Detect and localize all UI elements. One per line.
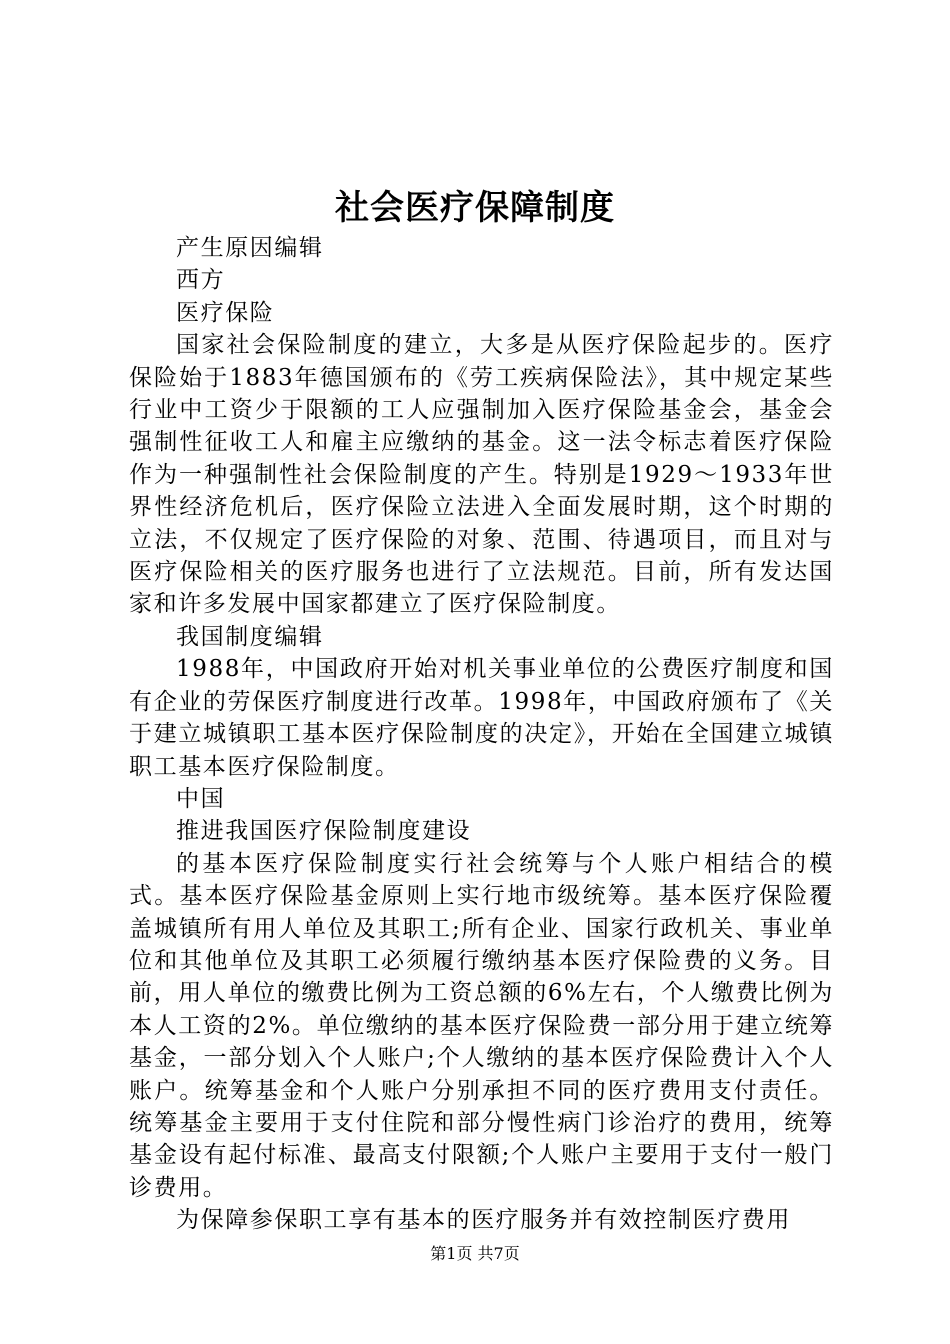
heading-west: 西方 xyxy=(176,267,226,294)
paragraph-basic-insurance: 的基本医疗保险制度实行社会统筹与个人账户相结合的模式。基本医疗保险基金原则上实行地市级统筹。基本医疗保险覆盖城镇所有用人单位及其职工;所有企业、国家行政机关、事业单位和其他单位及其职工必须履行缴纳基本医疗保险费的义务。目前，用人单位的缴费比例为工资总额的6%左右，个人缴费比例为本人工资的2%。单位缴纳的基本医疗保险费一部分用于建立统筹基金，一部分划入个人账户;个人缴纳的基本医疗保险费计入个人账户。统筹基金和个人账户分别承担不同的医疗费用支付责任。统筹基金主要用于支付住院和部分慢性病门诊治疗的费用，统筹基金设有起付标准、最高支付限额;个人账户主要用于支付一般门诊费用。 xyxy=(129,850,834,1201)
paragraph-continuation: 为保障参保职工享有基本的医疗服务并有效控制医疗费用 xyxy=(176,1207,791,1234)
paragraph-history: 国家社会保险制度的建立，大多是从医疗保险起步的。医疗保险始于1883年德国颁布的《劳工疾病保险法》，其中规定某些行业中工资少于限额的工人应强制加入医疗保险基金会，基金会强制性征收工人和雇主应缴纳的基金。这一法令标志着医疗保险作为一种强制性社会保险制度的产生。特别是1929～1933年世界性经济危机后，医疗保险立法进入全面发展时期，这个时期的立法，不仅规定了医疗保险的对象、范围、待遇项目，而且对与医疗保险相关的医疗服务也进行了立法规范。目前，所有发达国家和许多发展中国家都建立了医疗保险制度。 xyxy=(129,332,834,618)
heading-medical-insurance: 医疗保险 xyxy=(176,299,275,326)
heading-china: 中国 xyxy=(176,785,226,812)
paragraph-reform: 1988年，中国政府开始对机关事业单位的公费医疗制度和国有企业的劳保医疗制度进行改革。1998年，中国政府颁布了《关于建立城镇职工基本医疗保险制度的决定》，开始在全国建立城镇职工基本医疗保险制度。 xyxy=(129,656,834,780)
document-body xyxy=(129,232,834,1237)
heading-origin: 产生原因编辑 xyxy=(176,235,324,261)
document-title: 社会医疗保障制度 xyxy=(335,188,615,228)
heading-china-system: 我国制度编辑 xyxy=(176,623,324,650)
page-footer: 第1页 共7页 xyxy=(430,1244,520,1263)
heading-advance: 推进我国医疗保险制度建设 xyxy=(176,818,472,845)
